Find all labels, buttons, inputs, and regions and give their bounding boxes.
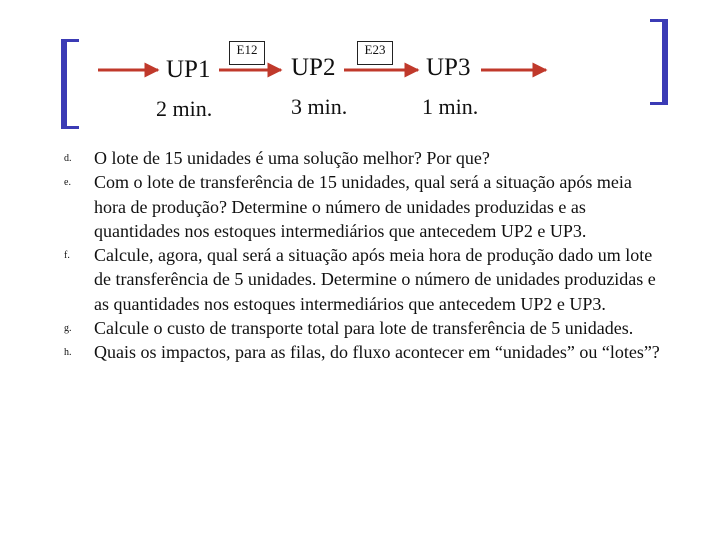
buffer-e23: E23 (357, 41, 393, 65)
question-text: Calcule o custo de transporte total para lote de transferência de 5 unidades. (94, 318, 634, 339)
question-item (64, 243, 664, 316)
unit-up3-time: 1 min. (422, 94, 479, 119)
question-item (64, 316, 664, 340)
question-text: Com o lote de transferência de 15 unidades, qual será a situação após meia hora de produção? Determine o número de unidades produzidas e as quantidades nos estoques intermediários que antecedem UP2 e UP3. (94, 172, 632, 241)
unit-up1-time: 2 min. (156, 96, 213, 121)
question-text: Quais os impactos, para as filas, do fluxo acontecer em “unidades” ou “lotes”? (94, 342, 660, 363)
question-text: O lote de 15 unidades é uma solução melhor? Por que? (94, 148, 490, 168)
question-marker: f. (64, 250, 70, 262)
question-item (64, 146, 664, 170)
question-marker: e. (64, 177, 71, 189)
question-marker: d. (64, 153, 72, 164)
unit-up2-label: UP2 (291, 54, 336, 81)
flow-diagram (0, 0, 720, 140)
question-marker: g. (64, 323, 72, 335)
unit-up3-label: UP3 (426, 54, 471, 81)
question-text: Calcule, agora, qual será a situação após meia hora de produção dado um lote de transferência de 5 unidades. Determine o número de unidades produzidas e as quantidades nos estoques intermediários que antecedem UP2 e UP3. (94, 245, 656, 314)
question-item (64, 170, 664, 243)
question-marker: h. (64, 347, 72, 359)
question-item (64, 340, 664, 364)
question-list (64, 146, 664, 365)
buffer-e12: E12 (229, 41, 265, 65)
unit-up1-label: UP1 (166, 56, 211, 83)
unit-up2-time: 3 min. (291, 94, 348, 119)
